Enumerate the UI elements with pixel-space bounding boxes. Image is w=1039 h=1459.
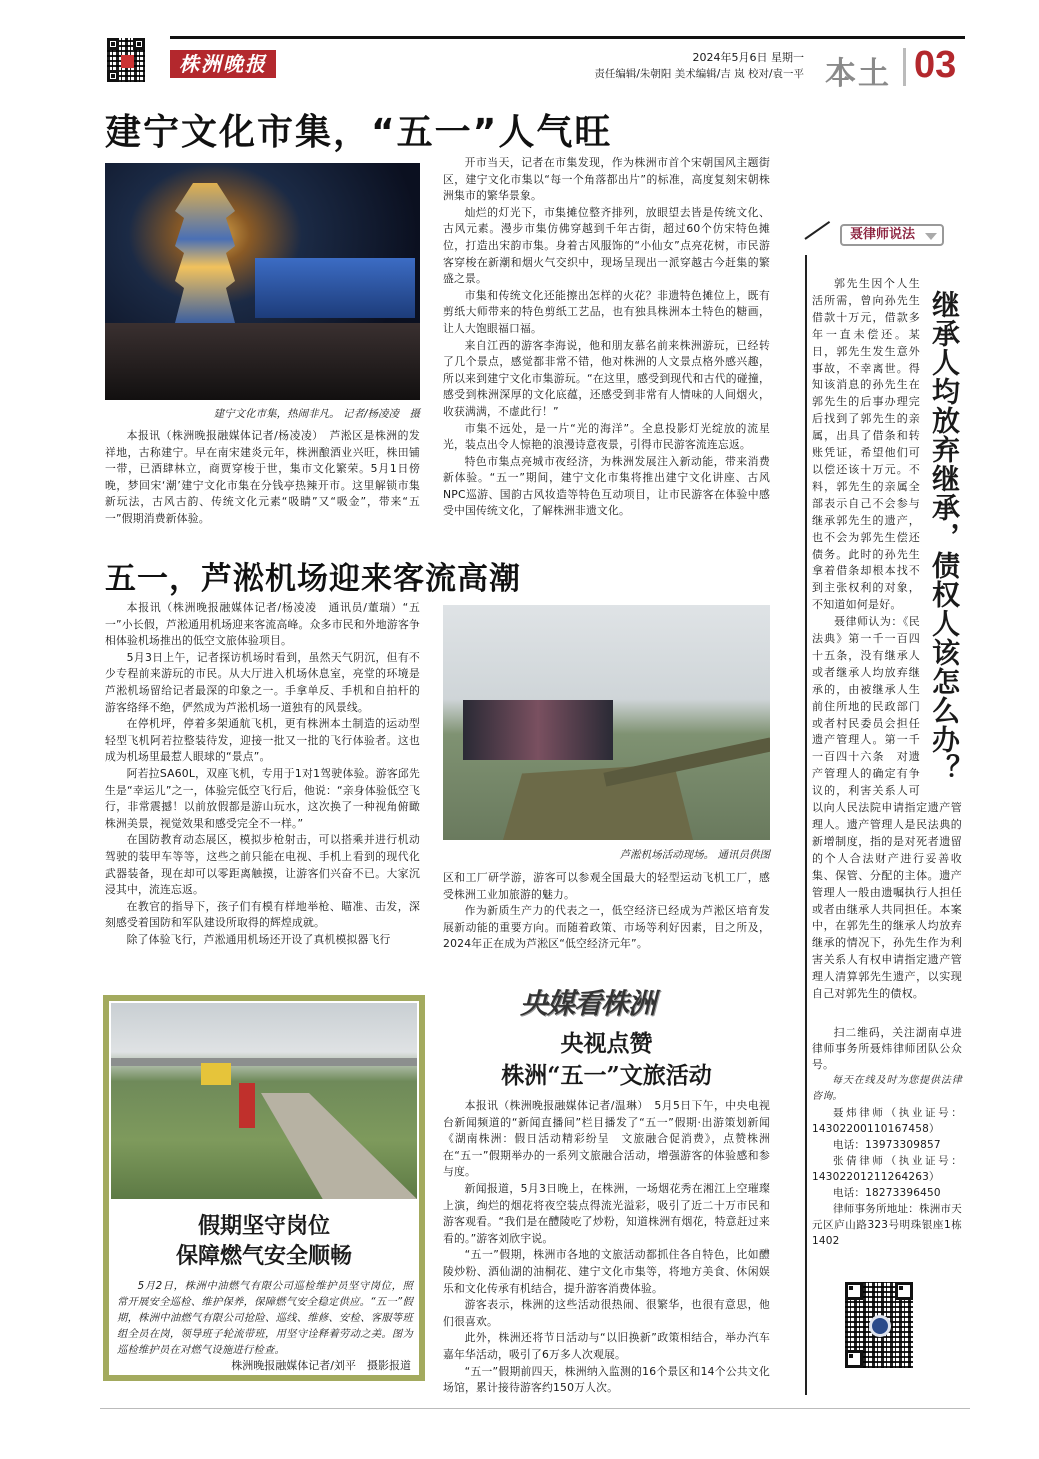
page-number: 03 (914, 44, 957, 86)
legal-contact-line: 电话：13973309857 (833, 1138, 941, 1151)
legal-headline: 继承人均放弃继承，债权人该怎么办？ (928, 290, 961, 783)
article-paragraph: 特色市集点亮城市夜经济，为株洲发展注入新动能，带来消费新体验。“五一”期间，建宁文化市集将推出建宁文化讲座、古风NPC巡游、国韵古风妆造等特色互动项目，让市民游客在体验中感受中国传统文化，了解株洲非遗文化。 (443, 454, 770, 518)
article-paragraph: 此外，株洲还将节日活动与“以旧换新”政策相结合，举办汽车嘉年华活动，吸引了6万多人次观展。 (443, 1331, 770, 1361)
article1-headline: 建宁文化市集，“五一”人气旺 (105, 112, 613, 153)
article4-text (443, 1098, 770, 1397)
article1-right-text (443, 155, 770, 520)
legal-contact-line: 聂炜律师（执业证号：14302200110167458） (812, 1106, 962, 1135)
law-firm-emblem-icon (869, 1315, 891, 1337)
article-paragraph-continued: 区和工厂研学游，游客可以参观全国最大的轻型运动飞机工厂，感受株洲工业加旅游的魅力。 (443, 871, 770, 901)
article1-photo-caption: 建宁文化市集，热闹非凡。 记者/杨凌凌 摄 (213, 408, 420, 420)
article-paragraph: 在国防教育动态展区，模拟步枪射击，可以搭乘并进行机动驾驶的装甲车等等，这些之前只能在电视、手机上看到的现代化武器装备，现在却可以零距离触摸，让游客们兴奋不已。大家沉浸其中，流连忘返。 (105, 833, 420, 897)
article-paragraph: “五一”假期，株洲市各地的文旅活动都抓住各自特色，比如醴陵炒粉、酒仙湖的油桐花、建宁文化市集等，将地方美食、休闲娱乐和文化传承有机结合，提升游客消费体验。 (443, 1248, 770, 1295)
article2-photo-armored-vehicle (443, 605, 770, 840)
article3-credit: 株洲晚报融媒体记者/刘平 摄影报道 (231, 1359, 411, 1372)
article-paragraph: 本报讯（株洲晚报融媒体记者/温琳） 5月5日下午，中央电视台新闻频道的“新闻直播间”栏目播发了“五一”假期·出游策划新闻《湖南株洲：假日活动精彩纷呈 文旅融合促消费》，点赞株洲在“五一”假期举办的一系列文旅融合活动，增强游客的体验感和参与度。 (443, 1099, 770, 1179)
article3-photo-gas-inspection (111, 1003, 417, 1199)
column-logo-cctv-zhuzhou: 央媒看株洲 (520, 987, 656, 1020)
paper-logo: 株洲晚报 (170, 50, 276, 78)
article3-body: 5月2日，株洲中油燃气有限公司巡检维护员坚守岗位，照常开展安全巡检、维护保养，保障燃气安全稳定供应。“五一”假期，株洲中油燃气有限公司抢险、巡线、维修、安检、客服等班组全员在岗，领导班子轮流带班，用坚守诠释着劳动之美。图为巡检维护员在对燃气设施进行检查。 (117, 1280, 413, 1356)
article3-headline-line2: 保障燃气安全顺畅 (175, 1243, 352, 1269)
section-divider (903, 48, 906, 86)
article-paragraph: 5月3日上午，记者探访机场时看到，虽然天气阴沉，但有不少专程前来游玩的市民。从大厅进入机场休息室，亮堂的环境是芦淞机场留给记者最深的印象之一。手拿单反、手机和自拍杆的游客络绎不绝，俨然成为芦淞机场一道独有的风景线。 (105, 650, 420, 714)
article-paragraph: 灿烂的灯光下，市集摊位整齐排列，放眼望去皆是传统文化、古风元素。漫步市集仿佛穿越到千年古街，超过60个仿宋特色摊位，打造出宋韵市集。身着古风服饰的“小仙女”点亮花树，市民游客穿梭在新潮和烟火气交织中，现场呈现出一派穿越古今赶集的繁盛之景。 (443, 205, 770, 286)
article-paragraph: 游客表示，株洲的这些活动很热闹、很繁华，也很有意思，他们很喜欢。 (443, 1298, 770, 1328)
article2-photo-caption: 芦淞机场活动现场。 通讯员供图 (619, 849, 770, 861)
article-paragraph: 开市当天，记者在市集发现，作为株洲市首个宋朝国风主题街区，建宁文化市集以“每一个角落都出片”的标准，高度复刻宋朝株洲集市的繁华景象。 (443, 156, 770, 203)
article2-headline: 五一，芦淞机场迎来客流高潮 (105, 561, 521, 597)
legal-paragraph: 郭先生因个人生活所需，曾向孙先生借款十万元，借款多年一直未偿还。某日，郭先生发生意外事故，不幸离世。得知该消息的孙先生在郭先生的后事办理完后找到了郭先生的亲属，出具了借条和转账凭证，希望他们可以偿还该十万元。不料，郭先生的亲属全部表示自己不会参与继承郭先生的遗产，也不会为郭先生偿还债务。此时的孙先生拿着借条却根本找不到主张权利的对象，不知道如何是好。 (812, 277, 920, 612)
article-paragraph: 作为新质生产力的代表之一，低空经济已经成为芦淞区培育发展新动能的重要方向。而随着政策、市场等利好因素，目之所及，2024年正在成为芦淞区“低空经济元年”。 (443, 904, 770, 951)
dropdown-triangle-icon (925, 233, 937, 240)
article4-headline-line2: 株洲“五一”文旅活动 (501, 1062, 712, 1089)
masthead-qr-code (105, 36, 147, 84)
bottom-rule (100, 1408, 970, 1409)
legal-contact-line: 电话：18273396450 (833, 1186, 941, 1199)
article-paragraph: 阿若拉SA60L，双座飞机，专用于1对1驾驶体验。游客邱先生是“幸运儿”之一，体验完低空飞行后，他说：“亲身体验低空飞行，非常震撼！以前放假都是游山玩水，这次换了一种视角俯瞰株洲美景，视觉效果和感受完全不一样。” (105, 766, 420, 830)
article-paragraph: 市集不远处，是一片“光的海洋”。全息投影灯光绽放的流星光，装点出令人惊艳的浪漫诗意夜景，引得市民游客流连忘返。 (443, 421, 770, 452)
article-paragraph: 在教官的指导下，孩子们有模有样地举枪、瞄准、击发，深刻感受着国防和军队建设所取得的辉煌成就。 (105, 899, 420, 930)
article-paragraph: 市集和传统文化还能擦出怎样的火花？非遗特色摊位上，既有剪纸大师带来的特色剪纸工艺品，也有独具株洲本土特色的糖画，让人大饱眼福口福。 (443, 288, 770, 335)
article-paragraph: “五一”假期前四天，株洲纳入监测的16个景区和14个公共文化场馆，累计接待游客约150万人次。 (443, 1364, 770, 1395)
legal-tag-label: 聂律师说法 (850, 227, 916, 242)
article-paragraph: 本报讯（株洲晚报融媒体记者/杨凌凌 通讯员/董瑞）“五一”小长假，芦淞通用机场迎来客流高峰。众多市民和外地游客争相体验机场推出的低空文旅体验项目。 (105, 601, 420, 648)
article2-left-text (105, 600, 420, 948)
legal-paragraph: 聂律师认为：《民法典》第一千一百四十五条，没有继承人或者继承人均放弃继承的，由被继承人生前住所地的民政部门或者村民委员会担任遗产管理人。第一千一百四十六条 对遗产管理人的确定有争议的，利害关系人可以向人民法院申请指定遗产管理人。遗产管理人是民法典的新增制度，指的是对死者遗留的个人合法财产进行妥善收集、保管、分配的主体。遗产管理人一般由遗嘱执行人担任或者由继承人共同担任。本案中，在郭先生的继承人均放弃继承的情况下，孙先生作为利害关系人有权申请指定遗产管理人清算郭先生遗产，以实现自己对郭先生的债权。 (812, 615, 962, 1001)
law-firm-qr-code (843, 1280, 915, 1370)
legal-column-body (812, 276, 962, 1249)
article2-right-text (443, 870, 770, 953)
legal-column-border-corner (804, 221, 830, 240)
legal-contact-line: 每天在线及时为您提供法律咨询。 (812, 1074, 962, 1102)
article3-box (103, 995, 425, 1381)
article-paragraph: 除了体验飞行，芦淞通用机场还开设了真机模拟器飞行 (126, 932, 391, 946)
article-paragraph: 新闻报道，5月3日晚上，在株洲，一场烟花秀在湘江上空璀璨上演，绚烂的烟花将夜空装点得流光溢彩，吸引了近二十万市民和游客观看。“我们是在醴陵吃了炒粉，知道株洲有烟花，特意赶过来看的。”游客刘欣宇说。 (443, 1181, 770, 1245)
top-rule (170, 36, 965, 39)
article-paragraph: 本报讯（株洲晚报融媒体记者/杨凌凌） 芦淞区是株洲的发祥地，古称建宁。早在南宋建炎元年，株洲酿酒业兴旺，株田铺一带，已酒肆林立，商贾穿梭于世，集市文化繁荣。5月1日傍晚，梦回宋‘潮’建宁文化市集在分钱亭热辣开市。这里解锁市集新玩法，古风古韵、传统文化元素“吸睛”又“吸金”，带来“五一”假期消费新体验。 (105, 429, 420, 525)
article-paragraph: 来自江西的游客李海说，他和朋友慕名前来株洲游玩，已经转了几个景点，感觉都非常不错，他对株洲的人文景点格外感兴趣，所以来到建宁文化市集游玩。“在这里，感受到现代和古代的碰撞，感受到株洲深厚的文化底蕴，还感受到非常有人情味的人间烟火，收获满满，不虚此行！” (443, 338, 770, 418)
article1-left-text (105, 428, 420, 528)
legal-contact-line: 扫二维码，关注湖南卓进律师事务所聂炜律师团队公众号。 (812, 1025, 962, 1071)
legal-contact-line: 张倩律师（执业证号：14302201211264263） (812, 1154, 962, 1183)
section-name: 本土 (825, 56, 891, 92)
article-paragraph: 在停机坪，停着多架通航飞机，更有株洲本土制造的运动型轻型飞机阿若拉整装待发，迎接一批又一批的飞行体验者。这也成为机场里最惹人眼球的“景点”。 (105, 717, 420, 764)
issue-date: 2024年5月6日 星期一 (692, 51, 804, 64)
legal-column-tag (840, 224, 944, 246)
legal-column-border (805, 255, 807, 1395)
editor-credits: 责任编辑/朱朝阳 美术编辑/吉 岚 校对/袁一平 (594, 68, 804, 80)
article4-headline-line1: 央视点赞 (560, 1030, 653, 1057)
article3-headline-line1: 假期坚守岗位 (197, 1213, 330, 1239)
article1-photo-night-market (105, 163, 420, 400)
legal-contact-line: 律师事务所地址：株洲市天元区庐山路323号明珠银座1栋1402 (812, 1202, 962, 1247)
